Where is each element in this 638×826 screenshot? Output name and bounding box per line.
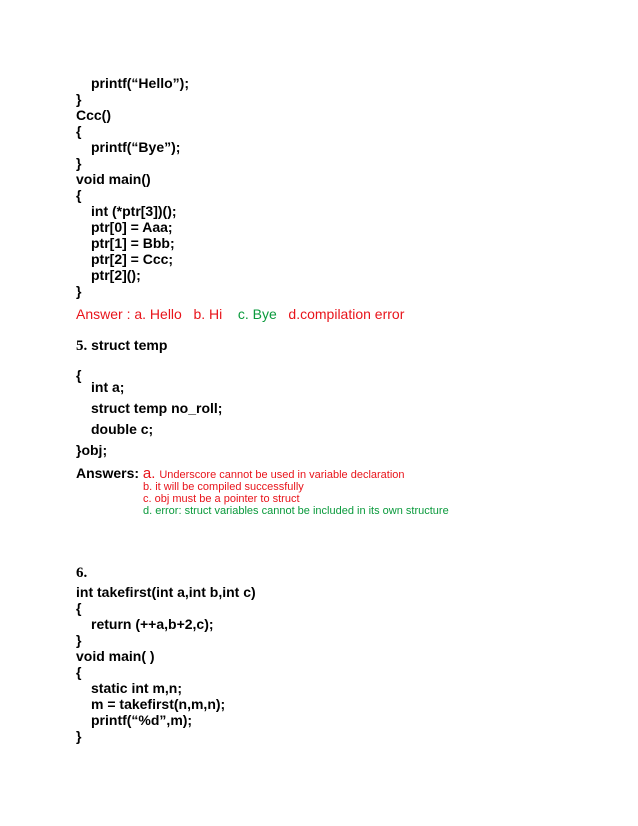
option-d: d. error: struct variables cannot be included in its own structure	[143, 505, 449, 517]
code-line: }	[76, 155, 82, 171]
code-line: int a;	[91, 379, 125, 395]
code-line: void main()	[76, 171, 151, 187]
code-line: {	[76, 664, 82, 680]
code-line: m = takefirst(n,m,n);	[91, 696, 226, 712]
code-line: printf(“Bye”);	[91, 139, 181, 155]
code-line: ptr[0] = Aaa;	[91, 219, 173, 235]
code-line: int (*ptr[3])();	[91, 203, 177, 219]
code-line: {	[76, 187, 82, 203]
question-5-header	[76, 337, 167, 355]
code-line: {	[76, 123, 82, 139]
option-a-letter: a.	[142, 465, 156, 482]
code-line: struct temp no_roll;	[91, 400, 223, 416]
code-line: ptr[2]();	[91, 267, 141, 283]
question-number: 5.	[76, 338, 88, 354]
option-b: b. it will be compiled successfully	[143, 481, 304, 493]
code-line: return (++a,b+2,c);	[91, 616, 214, 632]
code-line: int takefirst(int a,int b,int c)	[76, 584, 256, 600]
question-number: 6.	[76, 565, 88, 581]
code-line: ptr[1] = Bbb;	[91, 235, 175, 251]
code-line: static int m,n;	[91, 680, 183, 696]
answers-row	[76, 465, 405, 482]
code-line: double c;	[91, 421, 154, 437]
code-line: }	[76, 728, 82, 744]
code-line: Ccc()	[76, 107, 112, 123]
code-line: {	[76, 600, 82, 616]
option-c: c. obj must be a pointer to struct	[143, 493, 300, 505]
code-line: }obj;	[76, 442, 108, 458]
code-line: void main( )	[76, 648, 155, 664]
code-line: }	[76, 91, 82, 107]
answer-prefix: Answer : a. Hello b. Hi	[76, 306, 238, 322]
code-line: ptr[2] = Ccc;	[91, 251, 174, 267]
code-line: printf(“%d”,m);	[91, 712, 193, 728]
answer-correct: c. Bye	[237, 306, 277, 322]
answer-suffix: d.compilation error	[276, 306, 405, 322]
code-line: {	[76, 367, 82, 383]
code-line: printf(“Hello”);	[91, 75, 189, 91]
option-a: Underscore cannot be used in variable declaration	[159, 469, 405, 481]
answer-line	[76, 306, 404, 323]
code-line: }	[76, 283, 82, 299]
code-line: }	[76, 632, 82, 648]
code-line: struct temp	[91, 337, 168, 353]
answers-label: Answers:	[76, 465, 140, 481]
